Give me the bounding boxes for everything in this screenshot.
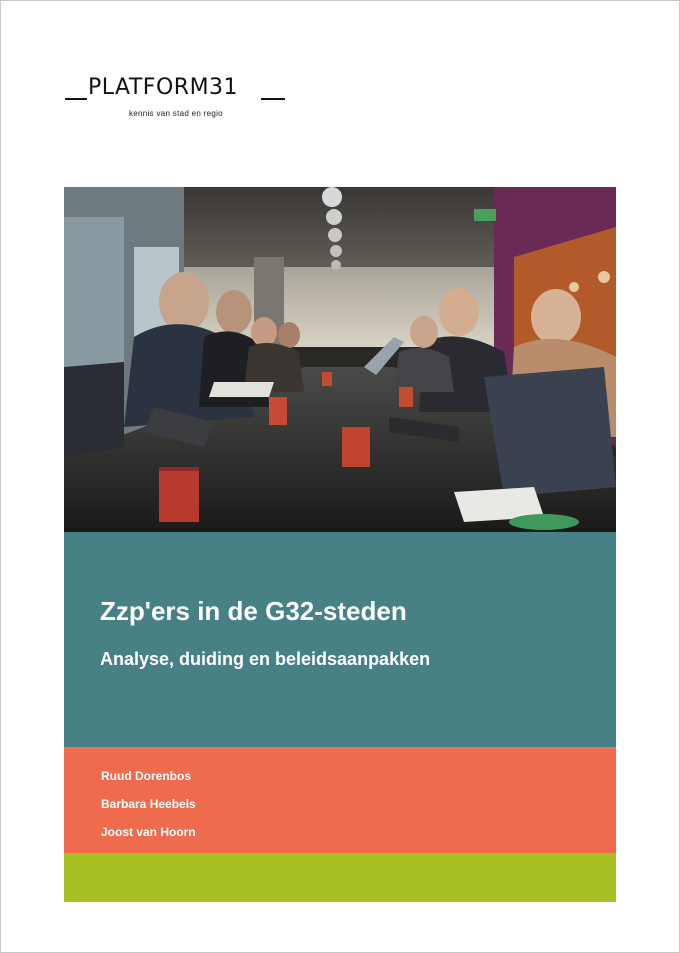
- authors-block: [64, 747, 616, 853]
- logo-line-right: [261, 98, 285, 100]
- accent-strip: [64, 853, 616, 902]
- cover-photo-illustration: [64, 187, 616, 532]
- logo-line-left: [65, 98, 87, 100]
- logo-wordmark: PLATFORM31: [88, 75, 239, 100]
- author-name: Joost van Hoorn: [101, 825, 196, 839]
- author-name: Ruud Dorenbos: [101, 769, 191, 783]
- platform31-logo: [65, 75, 287, 119]
- cover-photo: [64, 187, 616, 532]
- report-title: Zzp'ers in de G32-steden: [100, 596, 407, 626]
- title-block: [64, 532, 616, 747]
- logo-tagline: kennis van stad en regio: [129, 109, 223, 118]
- author-name: Barbara Heebels: [101, 797, 196, 811]
- report-subtitle: Analyse, duiding en beleidsaanpakken: [100, 649, 431, 669]
